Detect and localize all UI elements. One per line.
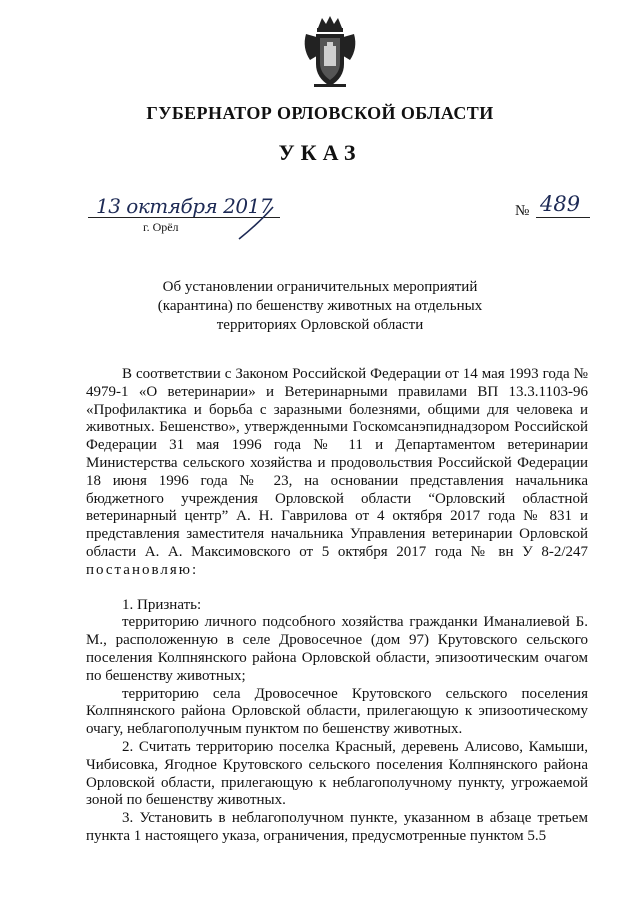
item-1-paragraph-b: территорию села Дровосечное Крутовского сельского поселения Колпнянского района Орловской области, прилегающую к эпизоотическому очагу, неблагополучным пунктом по бешенству животных. (86, 685, 588, 738)
coat-of-arms-icon (300, 14, 360, 90)
issuer-title: ГУБЕРНАТОР ОРЛОВСКОЙ ОБЛАСТИ (146, 103, 494, 123)
preamble-paragraph (86, 366, 588, 580)
subject-line: Об установлении ограничительных мероприятий (162, 279, 478, 295)
handwritten-number: 489 (540, 192, 581, 216)
item-3-paragraph: 3. Установить в неблагополучном пункте, указанном в абзаце третьем пункта 1 настоящего указа, ограничения, предусмотренные пунктом 5.5 (86, 810, 588, 844)
handwritten-date: 13 октября 2017 (96, 194, 273, 218)
subject-line: территориях Орловской области (216, 317, 424, 333)
document-subject (130, 278, 510, 335)
pen-stroke (235, 205, 277, 241)
item-2-paragraph: 2. Считать территорию поселка Красный, деревень Алисово, Камыши, Чибисовка, Ягодное Крутовского сельского поселения Колпнянского района Орловской области, прилегающую к неблагополучному пункту, угрожаемой зоной по бешенству животных. (86, 738, 588, 809)
item-1-title: 1. Признать: (122, 596, 202, 613)
preamble-text: В соответствии с Законом Российской Федерации от 14 мая 1993 года № 4979-1 «О ветеринарии» и Ветеринарными правилами ВП 13.3.1103-96 «Профилактика и борьба с заразными болезнями, общими для человека и животных. Бешенство», утвержденными Госкомсанэпиднадзором Российской Федерации 31 мая 1996 года № 11 и Департаментом ветеринарии Министерства сельского хозяйства и продовольствия Российской Федерации 18 июня 1996 года № 23, на основании представления начальника бюджетного учреждения Орловской области “Орловский областной ветеринарный центр” А. Н. Гаврилова от 4 октября 2017 года № 831 и представления заместителя начальника Управления ветеринарии Орловской области А. А. Максимовского от 5 октября 2017 года № вн У 8-2/247 (86, 366, 588, 560)
number-label: № (515, 203, 530, 219)
subject-line: (карантина) по бешенству животных на отдельных (157, 298, 483, 314)
item-1-paragraph-a: территорию личного подсобного хозяйства гражданки Иманалиевой Б. М., расположенную в селе Дровосечное (дом 97) Крутовского сельского поселения Колпнянского района Орловской области, эпизоотическим очагом по бешенству животных; (86, 614, 588, 684)
document-type: УКАЗ (278, 140, 362, 165)
document-body (86, 366, 588, 846)
decree-word: постановляю: (86, 561, 199, 578)
number-underline (536, 217, 590, 218)
city-label: г. Орёл (143, 220, 179, 234)
